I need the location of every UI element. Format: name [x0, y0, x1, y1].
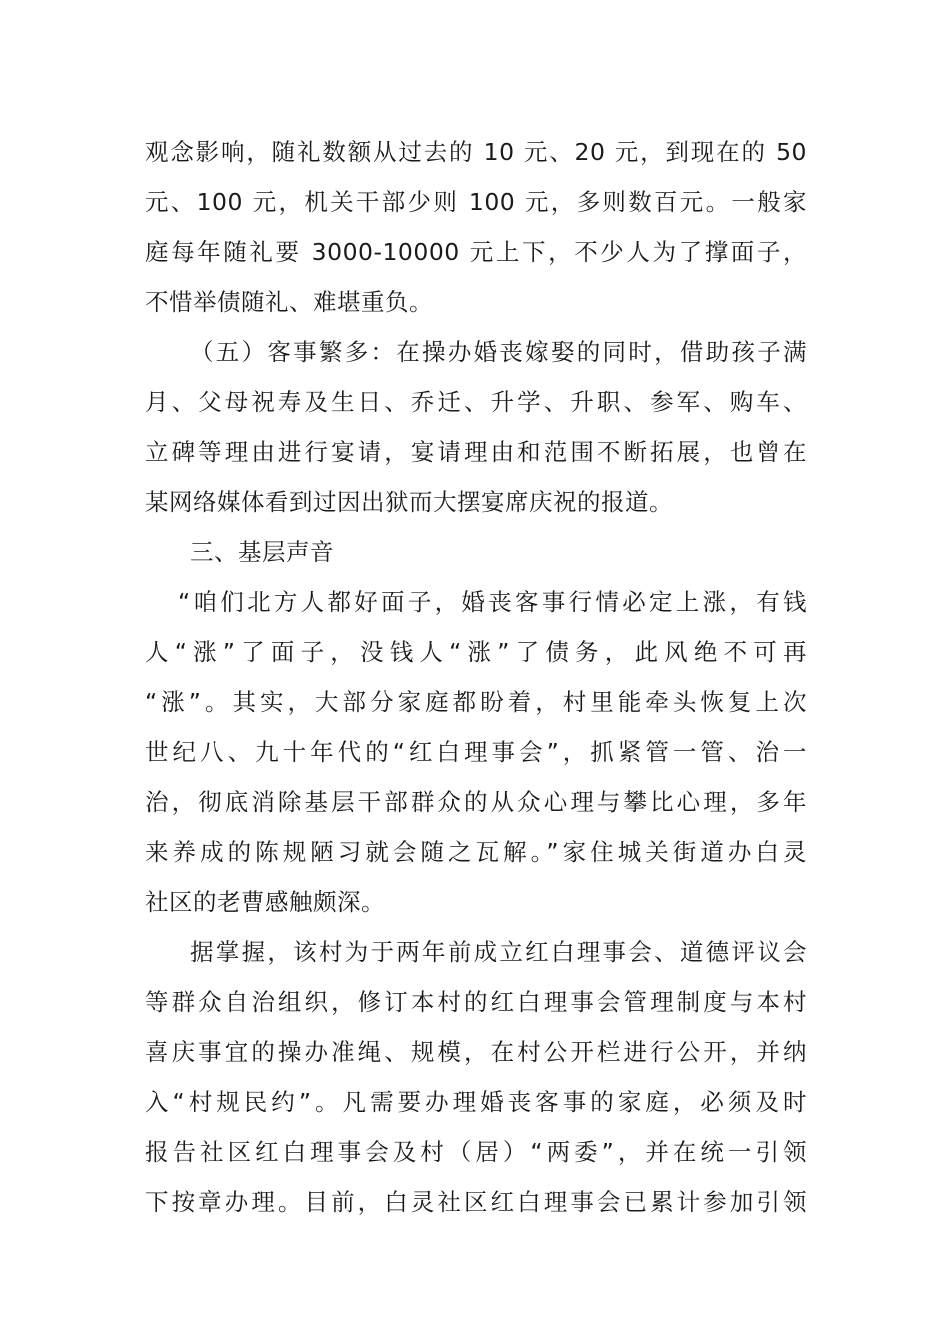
text-line-4: 不惜举债随礼、难堪重负。 — [145, 288, 433, 316]
text-line-1: 观念影响，随礼数额从过去的 10 元、20 元，到现在的 50 — [145, 138, 807, 166]
text-line-14: 治，彻底消除基层干部群众的从众心理与攀比心理，多年 — [145, 788, 807, 816]
text-line-8: 某网络媒体看到过因出狱而大摆宴席庆祝的报道。 — [145, 488, 673, 516]
text-line-19: 喜庆事宜的操办准绳、规模，在村公开栏进行公开，并纳 — [145, 1038, 807, 1066]
text-line-17: 据掌握，该村为于两年前成立红白理事会、道德评议会 — [190, 938, 807, 966]
text-line-21: 报告社区红白理事会及村（居）“两委”，并在统一引领 — [145, 1138, 807, 1166]
text-line-22: 下按章办理。目前，白灵社区红白理事会已累计参加引领 — [145, 1188, 807, 1216]
text-line-13: 世纪八、九十年代的“红白理事会”，抓紧管一管、治一 — [145, 738, 807, 766]
text-line-12: “涨”。其实，大部分家庭都盼着，村里能牵头恢复上次 — [145, 688, 807, 716]
text-line-20: 入“村规民约”。凡需要办理婚丧客事的家庭，必须及时 — [145, 1088, 807, 1116]
text-line-2: 元、100 元，机关干部少则 100 元，多则数百元。一般家 — [145, 188, 807, 216]
text-line-18: 等群众自治组织，修订本村的红白理事会管理制度与本村 — [145, 988, 807, 1016]
text-line-11: 人“涨”了面子，没钱人“涨”了债务，此风绝不可再 — [145, 638, 807, 666]
text-line-16: 社区的老曹感触颇深。 — [145, 888, 385, 916]
text-line-15: 来养成的陈规陋习就会随之瓦解。”家住城关街道办白灵 — [145, 838, 807, 866]
text-line-10: “咱们北方人都好面子，婚丧客事行情必定上涨，有钱 — [178, 588, 807, 616]
text-line-3: 庭每年随礼要 3000-10000 元上下，不少人为了撑面子， — [145, 238, 807, 266]
text-line-5: （五）客事繁多：在操办婚丧嫁娶的同时，借助孩子满 — [190, 338, 807, 366]
section-heading: 三、基层声音 — [190, 538, 334, 566]
text-line-7: 立碑等理由进行宴请，宴请理由和范围不断拓展，也曾在 — [145, 438, 807, 466]
text-line-6: 月、父母祝寿及生日、乔迁、升学、升职、参军、购车、 — [145, 388, 807, 416]
